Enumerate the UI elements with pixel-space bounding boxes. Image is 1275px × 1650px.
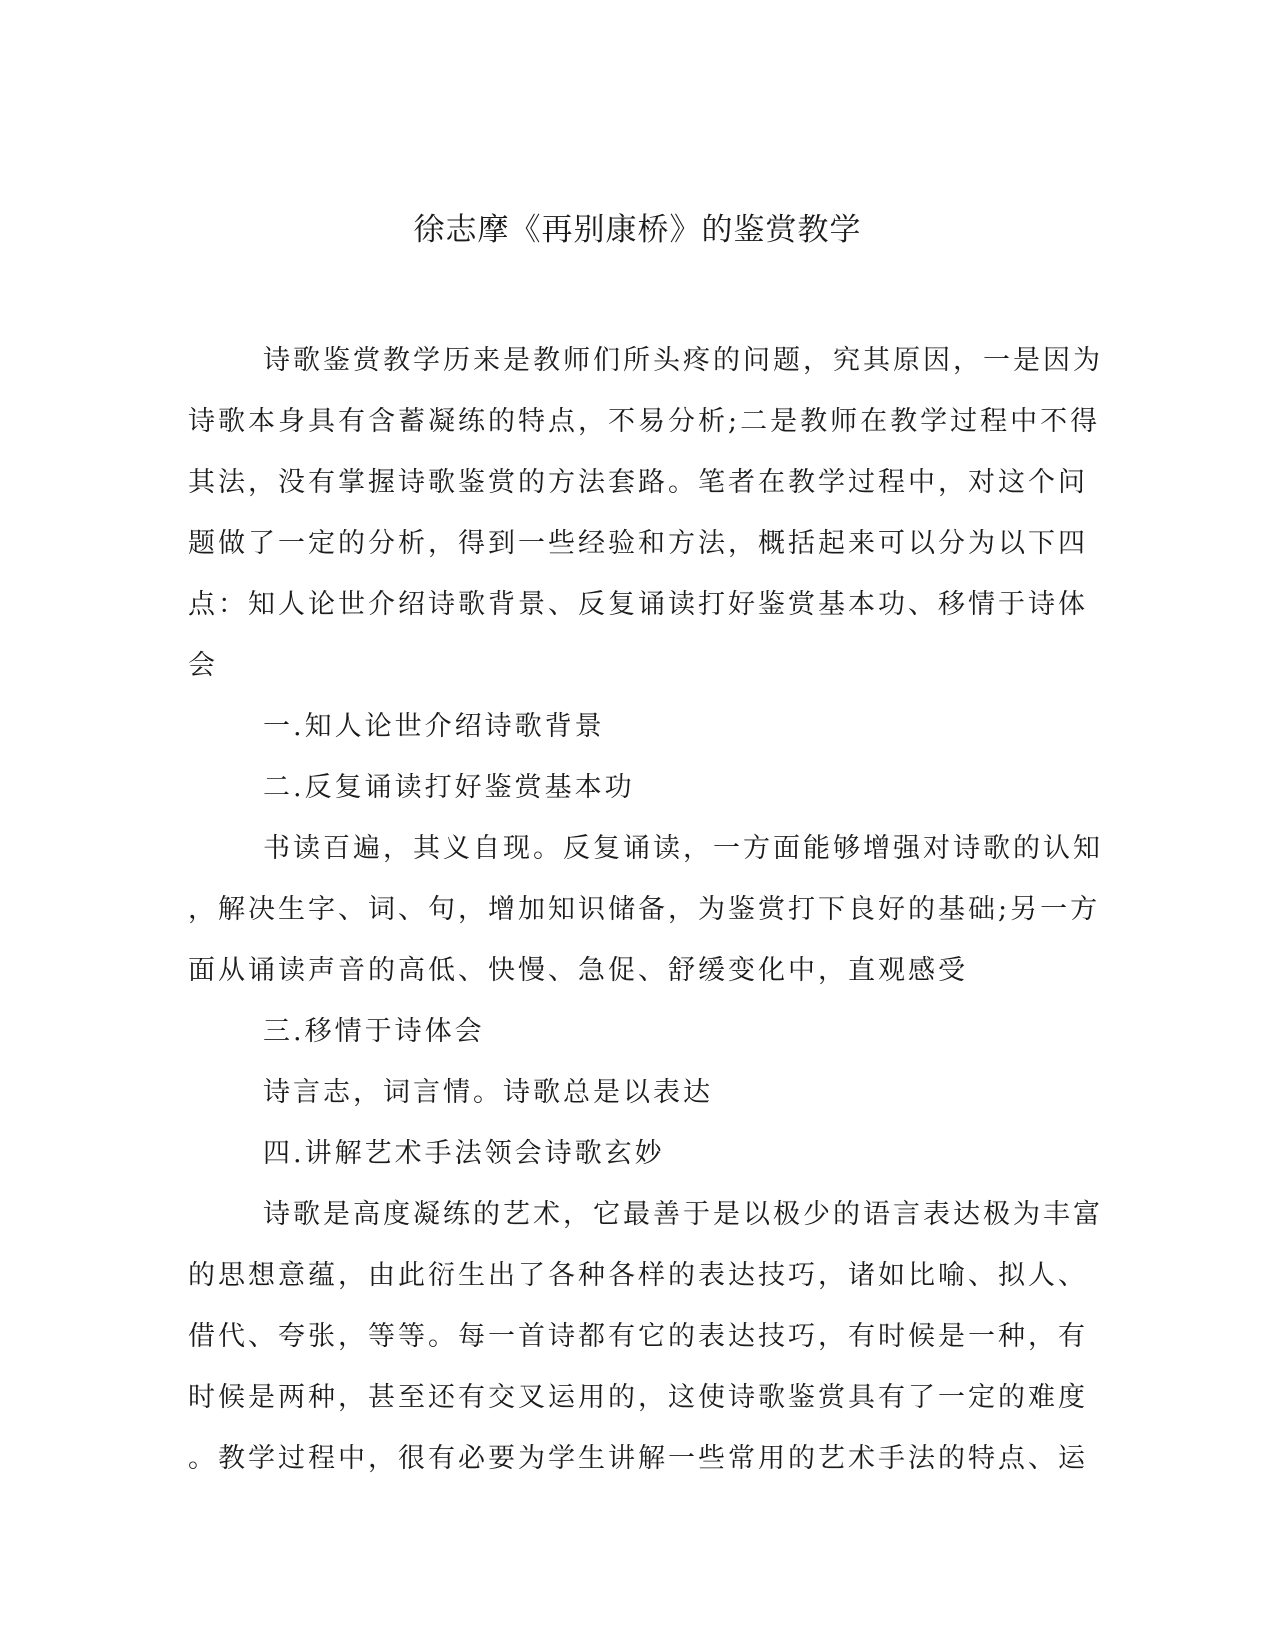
paragraph-line: 其法，没有掌握诗歌鉴赏的方法套路。笔者在教学过程中，对这个问 (188, 467, 1088, 498)
paragraph-line: 借代、夸张，等等。每一首诗都有它的表达技巧，有时候是一种，有 (188, 1321, 1088, 1352)
paragraph-line: ，解决生字、词、句，增加知识储备，为鉴赏打下良好的基础;另一方 (188, 894, 1101, 925)
section-heading: 一.知人论世介绍诗歌背景 (263, 711, 605, 742)
paragraph-line: 题做了一定的分析，得到一些经验和方法，概括起来可以分为以下四 (188, 528, 1088, 559)
section-heading: 三.移情于诗体会 (263, 1016, 485, 1047)
paragraph-line: 诗歌本身具有含蓄凝练的特点，不易分析;二是教师在教学过程中不得 (188, 406, 1101, 437)
paragraph-line: 的思想意蕴，由此衍生出了各种各样的表达技巧，诸如比喻、拟人、 (188, 1260, 1088, 1291)
paragraph-line: 。教学过程中，很有必要为学生讲解一些常用的艺术手法的特点、运 (188, 1443, 1088, 1474)
paragraph-line: 时候是两种，甚至还有交叉运用的，这使诗歌鉴赏具有了一定的难度 (188, 1382, 1088, 1413)
paragraph-line: 诗歌鉴赏教学历来是教师们所头疼的问题，究其原因，一是因为 (263, 345, 1103, 376)
paragraph-line: 点：知人论世介绍诗歌背景、反复诵读打好鉴赏基本功、移情于诗体 (188, 589, 1088, 620)
document-title: 徐志摩《再别康桥》的鉴赏教学 (413, 212, 862, 248)
paragraph-line: 面从诵读声音的高低、快慢、急促、舒缓变化中，直观感受 (188, 955, 968, 986)
section-heading: 四.讲解艺术手法领会诗歌玄妙 (263, 1138, 665, 1169)
paragraph-line: 诗言志，词言情。诗歌总是以表达 (263, 1077, 713, 1108)
paragraph-line: 诗歌是高度凝练的艺术，它最善于是以极少的语言表达极为丰富 (263, 1199, 1103, 1230)
section-heading: 二.反复诵读打好鉴赏基本功 (263, 772, 635, 803)
document-body (188, 330, 1103, 1489)
paragraph-line: 会 (188, 650, 218, 681)
paragraph-line: 书读百遍，其义自现。反复诵读，一方面能够增强对诗歌的认知 (263, 833, 1103, 864)
